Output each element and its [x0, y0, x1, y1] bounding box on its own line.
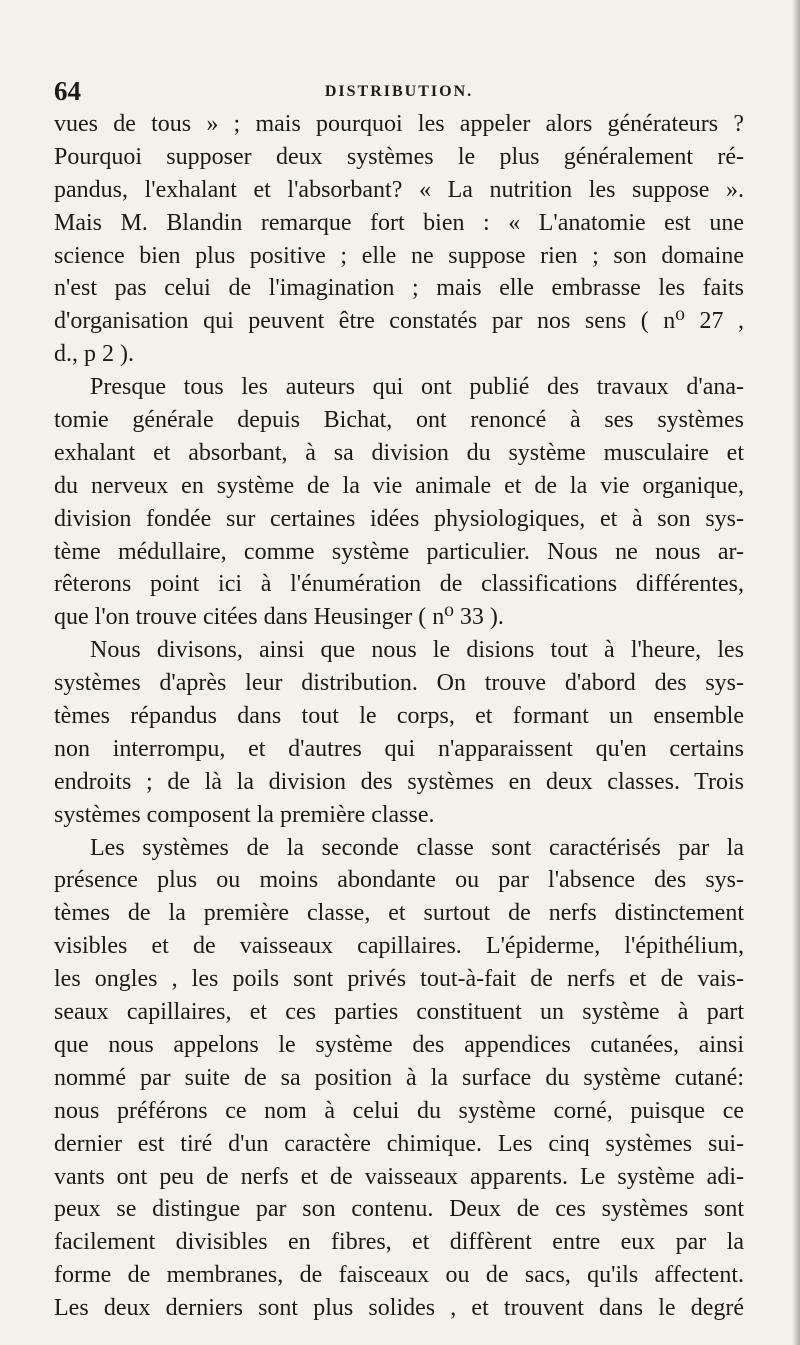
- text-line: tème médullaire, comme système particulier. Nous ne nous ar-: [54, 538, 744, 565]
- text-line: rêterons point ici à l'énumération de classifications différentes,: [54, 571, 744, 598]
- text-line: d'organisation qui peuvent être constatés par nos sens ( n⁰ 27 ,: [54, 308, 744, 335]
- text-line: endroits ; de là la division des systèmes en deux classes. Trois: [54, 768, 744, 795]
- paragraph-first-line: Nous divisons, ainsi que nous le disions tout à l'heure, les: [90, 637, 744, 664]
- text-line: systèmes d'après leur distribution. On trouve d'abord des sys-: [54, 670, 744, 697]
- text-line: Pourquoi supposer deux systèmes le plus généralement ré-: [54, 143, 744, 170]
- text-line: pandus, l'exhalant et l'absorbant? « La nutrition les suppose ».: [54, 176, 744, 203]
- text-line: n'est pas celui de l'imagination ; mais elle embrasse les faits: [54, 275, 744, 302]
- text-line: d., p 2 ).: [54, 341, 134, 368]
- text-line: les ongles , les poils sont privés tout-à-fait de nerfs et de vais-: [54, 966, 744, 993]
- page-number: 64: [54, 76, 81, 106]
- header-title: DISTRIBUTION.: [324, 83, 474, 100]
- text-line: seaux capillaires, et ces parties constituent un système à part: [54, 999, 744, 1026]
- text-line: nous préférons ce nom à celui du système corné, puisque ce: [54, 1097, 744, 1124]
- text-line: facilement divisibles en fibres, et diffèrent entre eux par la: [54, 1229, 744, 1256]
- text-line: science bien plus positive ; elle ne suppose rien ; son domaine: [54, 242, 744, 269]
- text-line: systèmes composent la première classe.: [54, 801, 435, 828]
- text-line: dernier est tiré d'un caractère chimique. Les cinq systèmes sui-: [54, 1130, 744, 1157]
- text-line: exhalant et absorbant, à sa division du système musculaire et: [54, 439, 744, 466]
- text-line: visibles et de vaisseaux capillaires. L'épiderme, l'épithélium,: [54, 933, 744, 960]
- text-line: division fondée sur certaines idées physiologiques, et à son sys-: [54, 505, 744, 532]
- text-line: présence plus ou moins abondante ou par l'absence des sys-: [54, 867, 744, 894]
- text-line: nommé par suite de sa position à la surface du système cutané:: [54, 1064, 744, 1091]
- text-line: tèmes répandus dans tout le corps, et formant un ensemble: [54, 703, 744, 730]
- text-line: forme de membranes, de faisceaux ou de sacs, qu'ils affectent.: [54, 1262, 744, 1289]
- text-line: que nous appelons le système des appendices cutanées, ainsi: [54, 1031, 744, 1058]
- text-line: tèmes de la première classe, et surtout de nerfs distinctement: [54, 900, 744, 927]
- page-edge-shadow: [792, 0, 800, 1345]
- text-line: non interrompu, et d'autres qui n'apparaissent qu'en certains: [54, 735, 744, 762]
- paragraph-first-line: Les systèmes de la seconde classe sont caractérisés par la: [90, 834, 744, 861]
- text-line: du nerveux en système de la vie animale et de la vie organique,: [54, 472, 744, 499]
- body-text: [54, 108, 744, 1325]
- text-line: vues de tous » ; mais pourquoi les appeler alors générateurs ?: [54, 111, 744, 137]
- text-line: Les deux derniers sont plus solides , et trouvent dans le degré: [54, 1295, 744, 1322]
- text-line: Mais M. Blandin remarque fort bien : « L'anatomie est une: [54, 209, 744, 236]
- running-head: [54, 76, 744, 106]
- text-line: que l'on trouve citées dans Heusinger ( n⁰ 33 ).: [54, 604, 504, 631]
- text-line: peux se distingue par son contenu. Deux de ces systèmes sont: [54, 1196, 744, 1223]
- text-line: vants ont peu de nerfs et de vaisseaux apparents. Le système adi-: [54, 1163, 744, 1190]
- paragraph-first-line: Presque tous les auteurs qui ont publié des travaux d'ana-: [90, 374, 744, 401]
- text-line: tomie générale depuis Bichat, ont renoncé à ses systèmes: [54, 407, 744, 434]
